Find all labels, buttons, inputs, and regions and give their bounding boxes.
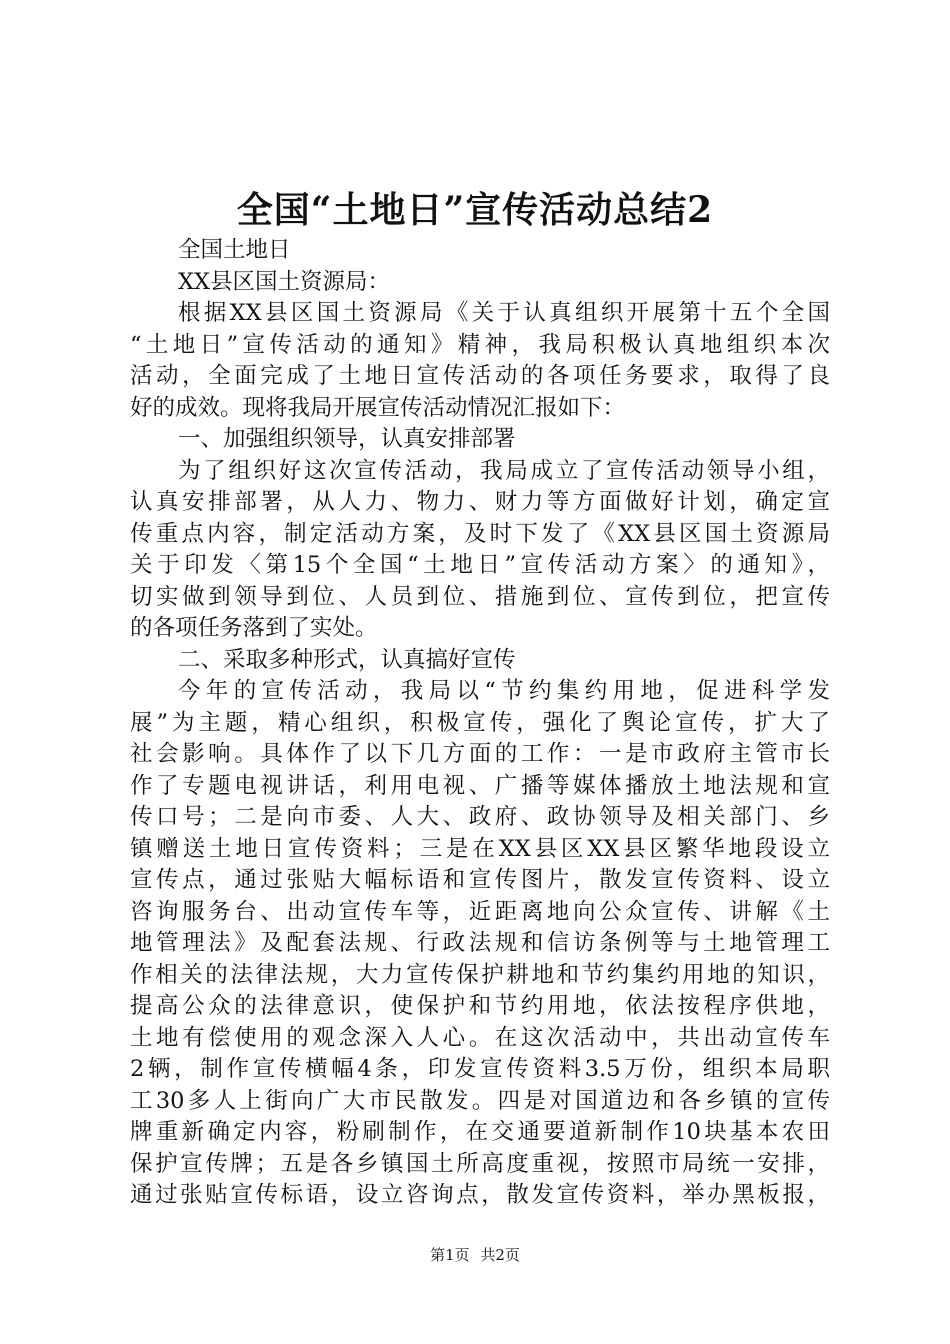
page-number-total: 共2页	[480, 1246, 520, 1264]
page-number-current: 第1页	[430, 1246, 470, 1264]
body-line: 土地有偿使用的观念深入人心。在这次活动中，共出动宣传车	[130, 1024, 830, 1051]
body-line: 认真安排部署，从人力、物力、财力等方面做好计划，确定宣	[130, 489, 830, 515]
document-title: 全国“土地日”宣传活动总结2	[236, 189, 714, 231]
body-line: 切实做到领导到位、人员到位、措施到位、宣传到位，把宣传	[130, 583, 830, 610]
body-line: 关于印发〈第15个全国“土地日”宣传活动方案〉的通知》，	[130, 552, 830, 578]
body-line: 二、采取多种形式，认真搞好宣传	[178, 646, 516, 673]
body-line: 工30多人上街向广大市民散发。四是对国道边和各乡镇的宣传	[130, 1087, 830, 1114]
body-line: 牌重新确定内容，粉刷制作，在交通要道新制作10块基本农田	[130, 1119, 830, 1145]
body-line: 传口号；二是向市委、人大、政府、政协领导及相关部门、乡	[130, 804, 830, 830]
body-line: 的各项任务落到了实处。	[130, 615, 378, 641]
body-line: 宣传点，通过张贴大幅标语和宣传图片，散发宣传资料、设立	[130, 867, 830, 893]
body-line: 活动，全面完成了土地日宣传活动的各项任务要求，取得了良	[130, 363, 830, 389]
body-line: 通过张贴宣传标语，设立咨询点，散发宣传资料，举办黑板报，	[130, 1182, 830, 1208]
document-body	[130, 235, 830, 1212]
body-line: 咨询服务台、出动宣传车等，近距离地向公众宣传、讲解《土	[130, 898, 830, 925]
body-line: 镇赠送土地日宣传资料；三是在XX县区XX县区繁华地段设立	[130, 835, 830, 862]
body-line: 一、加强组织领导，认真安排部署	[178, 426, 516, 452]
body-line: 提高公众的法律意识，使保护和节约用地，依法按程序供地，	[130, 993, 830, 1019]
body-line: 全国土地日	[178, 237, 291, 263]
body-line: XX县区国土资源局：	[178, 268, 391, 295]
body-line: 地管理法》及配套法规、行政法规和信访条例等与土地管理工	[130, 930, 830, 956]
page-footer	[0, 1245, 950, 1265]
body-line: 展”为主题，精心组织，积极宣传，强化了舆论宣传，扩大了	[130, 709, 830, 736]
body-line: 为了组织好这次宣传活动，我局成立了宣传活动领导小组，	[178, 457, 830, 484]
body-line: 好的成效。现将我局开展宣传活动情况汇报如下：	[130, 394, 626, 421]
body-line: 作了专题电视讲话，利用电视、广播等媒体播放土地法规和宣	[130, 772, 830, 799]
body-line: 社会影响。具体作了以下几方面的工作：一是市政府主管市长	[130, 741, 830, 767]
body-line: 保护宣传牌；五是各乡镇国土所高度重视，按照市局统一安排，	[130, 1150, 830, 1177]
body-line: 传重点内容，制定活动方案，及时下发了《XX县区国土资源局	[130, 520, 830, 547]
body-line: 今年的宣传活动，我局以“节约集约用地，促进科学发	[178, 678, 830, 704]
body-line: 作相关的法律法规，大力宣传保护耕地和节约集约用地的知识，	[130, 961, 830, 988]
body-line: 2辆，制作宣传横幅4条，印发宣传资料3.5万份，组织本局职	[130, 1056, 830, 1082]
body-line: 根据XX县区国土资源局《关于认真组织开展第十五个全国	[178, 300, 830, 326]
body-line: “土地日”宣传活动的通知》精神，我局积极认真地组织本次	[130, 331, 830, 358]
